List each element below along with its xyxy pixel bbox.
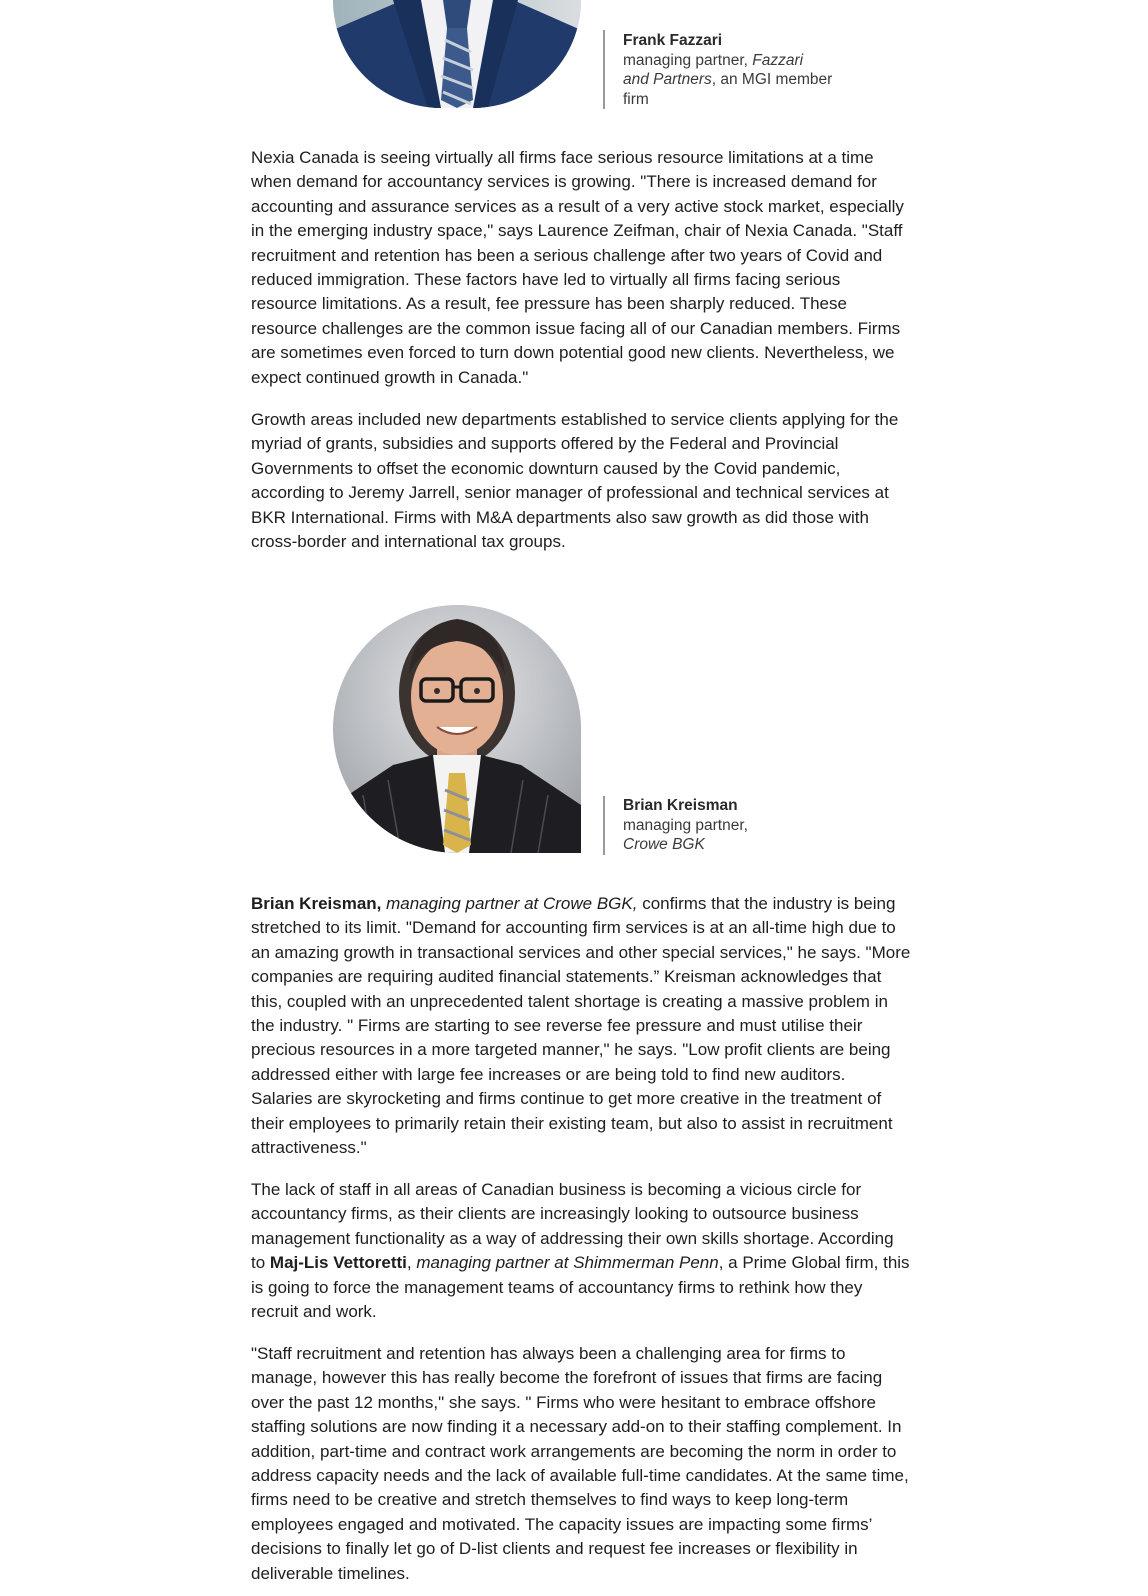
paragraph-brian-kreisman: Brian Kreisman, managing partner at Crowe BGK, confirms that the industry is being stretched to its limit. "Demand for accounting firm services is at an all-time high due to an amazing growth in transactional services and other special services," he says. "More companies are requiring audited financial statements.” Kreisman acknowledges that this, coupled with an unprecedented talent shortage is creating a massive problem in the industry. " Firms are starting to see reverse fee pressure and must utilise their precious resources in a more targeted manner," he says. "Low profit clients are being addressed either with large fee increases or are being told to find new auditors. Salaries are skyrocketing and firms continue to get more creative in the treatment of their employees to primarily retain their existing team, but also to assist in recruitment attractiveness." bbox=[251, 894, 911, 1158]
paragraph-growth-areas: Growth areas included new departments established to service clients applying for the myriad of grants, subsidies and supports offered by the Federal and Provincial Governments to offset the economic downturn caused by the Covid pandemic, according to Jeremy Jarrell, senior manager of professional and technical services at BKR International. Firms with M&A departments also saw growth as did those with cross-border and international tax groups. bbox=[251, 410, 899, 552]
paragraph-staff-recruitment: "Staff recruitment and retention has always been a challenging area for firms to manage, however this has really become the forefront of issues that firms are facing over the past 12 months," she says. " Firms who were hesitant to embrace offshore staffing solutions are now finding it a necessary add-on to their staffing complement. In addition, part-time and contract work arrangements are becoming the norm in order to address capacity needs and the lack of available full-time candidates. At the same time, firms need to be creative and stretch themselves to find ways to keep long-term employees engaged and motivated. The capacity issues are impacting some firms’ decisions to finally let go of D-list clients and request fee increases or flexibility in deliverable timelines. bbox=[251, 1344, 909, 1583]
person-role: managing partner at Crowe BGK, bbox=[381, 894, 638, 913]
caption-frank-fazzari bbox=[603, 30, 833, 109]
paragraph-lack-of-staff: The lack of staff in all areas of Canadian business is becoming a vicious circle for accountancy firms, as their clients are increasingly looking to outsource business management functionality as a way of addressing their own skills shortage. According to Maj-Lis Vettoretti, managing partner at Shimmerman Penn, a Prime Global firm, this is going to force the management teams of accountancy firms to rethink how they recruit and work. bbox=[251, 1180, 910, 1322]
portrait-brian-kreisman bbox=[333, 605, 581, 853]
person-role: managing partner at Shimmerman Penn bbox=[416, 1253, 719, 1273]
paragraph-nexia-canada: Nexia Canada is seeing virtually all firms face serious resource limitations at a time when demand for accountancy services is growing. "There is increased demand for accounting and assurance services as a result of a very active stock market, especially in the emerging industry space," says Laurence Zeifman, chair of Nexia Canada. "Staff recruitment and retention has been a serious challenge after two years of Covid and reduced immigration. These factors have led to virtually all firms facing serious resource limitations. As a result, fee pressure has been sharply reduced. These resource challenges are the common issue facing all of our Canadian members. Firms are sometimes even forced to turn down potential good new clients. Nevertheless, we expect continued growth in Canada." bbox=[251, 148, 904, 387]
person-name: Brian Kreisman, bbox=[251, 894, 382, 913]
caption-brian-kreisman bbox=[603, 796, 803, 855]
caption-firm: Fazzari and Partners bbox=[623, 51, 804, 88]
person-name: Maj-Lis Vettoretti bbox=[269, 1253, 407, 1273]
caption-role: managing partner, bbox=[623, 816, 748, 834]
caption-firm: Crowe BGK bbox=[623, 836, 705, 853]
portrait-frank-fazzari bbox=[333, 0, 581, 108]
caption-name: Frank Fazzari bbox=[623, 32, 723, 49]
caption-role: managing partner, Fazzari and Partners, an MGI member firm bbox=[623, 51, 833, 108]
caption-name: Brian Kreisman bbox=[623, 797, 738, 814]
